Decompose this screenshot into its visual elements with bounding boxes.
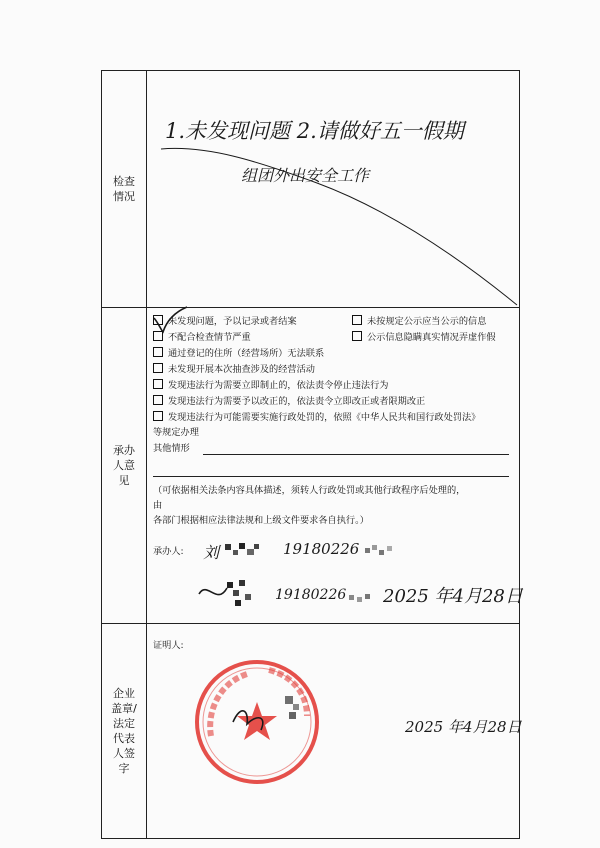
company-seal-stamp [177,644,337,804]
company-label-line4: 代表 [113,732,135,745]
opinion-label [102,308,147,624]
inspection-label [102,71,147,308]
note-line1: （可依据相关法条内容具体描述，须转人行政处罚或其他行政程序后处理的， [153,485,466,496]
handler1-phone-redacted [363,542,403,562]
option-1[interactable] [153,315,297,328]
inspection-handwriting-line1: 1.未发现问题 2.请做好五一假期 [165,119,464,143]
handler2-phone-redacted [347,591,377,607]
option-9[interactable] [153,411,480,424]
opinion-label-line1: 承办 [113,444,135,457]
handler1-phone: 19180226 [283,540,360,558]
other-situation-line[interactable] [203,454,509,455]
option-4-text: 公示信息隐瞒真实情况弄虚作假 [367,332,496,343]
option-2-text: 未按规定公示应当公示的信息 [367,316,487,327]
inspection-handwriting-line2: 组团外出安全工作 [241,166,370,185]
option-8-checkbox[interactable] [153,395,163,405]
option-3-text: 不配合检查情节严重 [168,332,251,343]
option-9-text: 发现违法行为可能需要实施行政处罚的，依照《中华人民共和国行政处罚法》 [168,412,481,423]
sign-date: 2025 年4月28日 [383,586,523,607]
option-5[interactable] [153,347,324,360]
opinion-label-line3: 见 [118,474,130,487]
inspection-label-line2: 情况 [113,190,135,203]
option-4-checkbox[interactable] [352,331,362,341]
company-label-line3: 法定 [113,717,135,730]
option-6-checkbox[interactable] [153,363,163,373]
handler2-signature-redacted [197,576,257,610]
option-1-text: 未发现问题，予以记录或者结案 [168,316,297,327]
company-label-line5: 人签 [113,747,135,760]
opinion-content [147,308,523,624]
option-9-checkbox[interactable] [153,411,163,421]
company-label-line1: 企业 [113,687,135,700]
inspection-form-table [101,70,523,839]
option-5-text: 通过登记的住所（经营场所）无法联系 [168,348,325,359]
option-1-checkbox[interactable] [153,315,163,325]
note-line3: 各部门根据相应法律法规和上级文件要求各自执行。） [153,515,369,526]
company-label [102,624,147,839]
strike-through-line [147,71,519,307]
option-5-checkbox[interactable] [153,347,163,357]
option-7-checkbox[interactable] [153,379,163,389]
option-4[interactable] [352,331,496,344]
opinion-label-line2: 人意 [113,459,135,472]
company-label-line2: 盖章/ [111,702,137,715]
inspection-label-line1: 检查 [113,175,135,188]
note-line2: 由 [153,500,163,511]
other-situation-line-2[interactable] [153,476,509,477]
option-6-text: 未发现开展本次抽查涉及的经营活动 [168,364,315,375]
option-8[interactable] [153,395,425,408]
witness-label: 证明人: [153,640,184,651]
company-date: 2025 年4月28日 [405,718,522,736]
other-situation-label: 其他情形 [153,443,190,454]
handler1-signature-redacted [223,540,263,562]
option-2-checkbox[interactable] [352,315,362,325]
option-3[interactable] [153,331,251,344]
handler1-signature: 刘 [203,543,220,562]
option-9-continuation: 等规定办理 [153,427,199,438]
option-2[interactable] [352,315,486,328]
handler2-phone: 19180226 [275,587,347,603]
option-3-checkbox[interactable] [153,331,163,341]
handler-label: 承办人: [153,546,184,557]
option-7-text: 发现违法行为需要立即制止的，依法责令停止违法行为 [168,380,389,391]
option-8-text: 发现违法行为需要予以改正的，依法责令立即改正或者限期改正 [168,396,426,407]
option-6[interactable] [153,363,315,376]
company-content [147,624,520,839]
option-7[interactable] [153,379,389,392]
company-label-line6: 字 [118,762,130,775]
inspection-content [147,71,520,308]
